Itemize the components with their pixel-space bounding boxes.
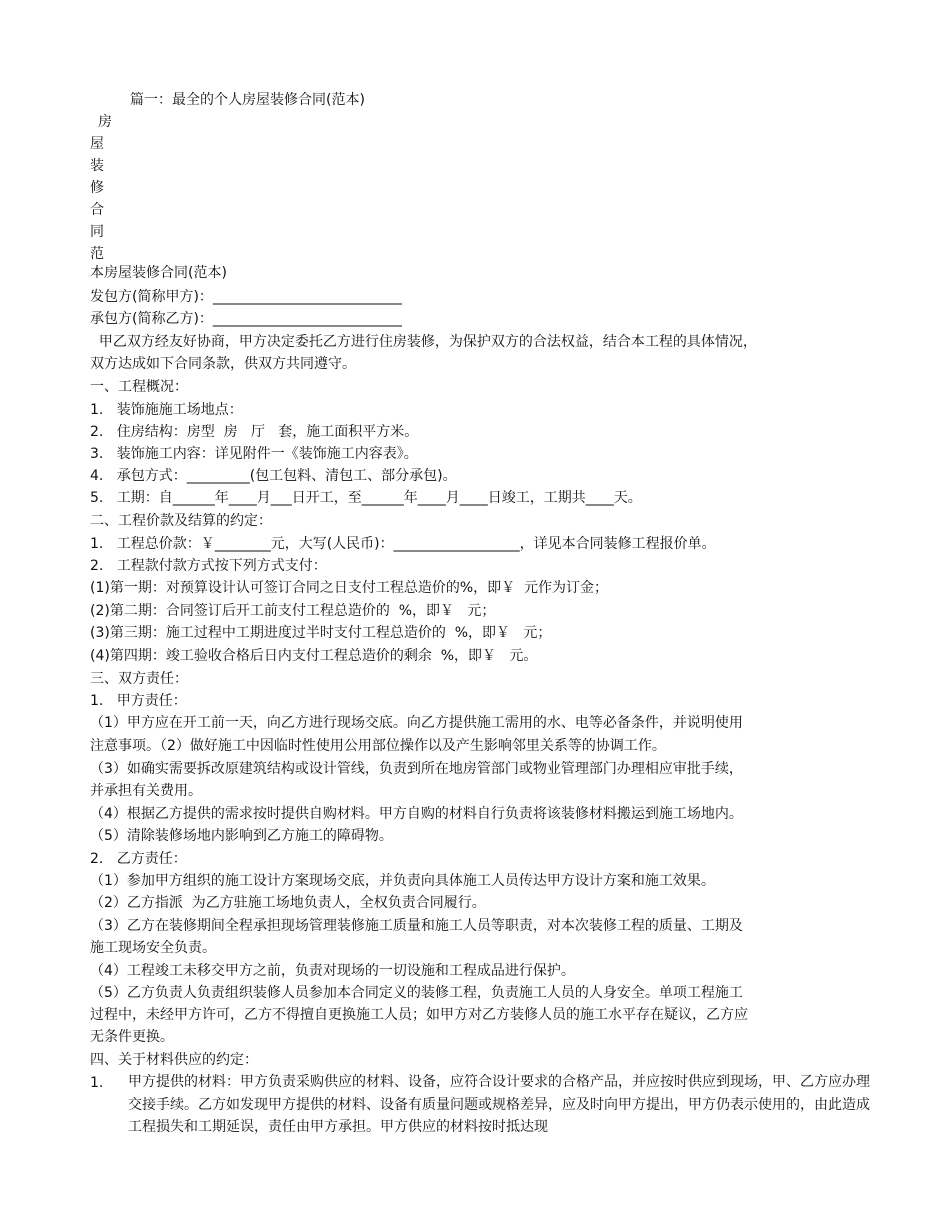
vertical-heading-char: 房 xyxy=(98,114,112,130)
vertical-heading-char: 同 xyxy=(90,224,104,240)
s1-item: 3. 装饰施工内容：详见附件一《装饰施工内容表》。 xyxy=(90,446,418,462)
s2-item: (2)第二期：合同签订后开工前支付工程总造价的 %，即￥ 元； xyxy=(90,603,496,619)
party-b-duties-title: 2. 乙方责任： xyxy=(90,851,187,867)
section-4-title: 四、关于材料供应的约定： xyxy=(90,1052,258,1068)
s2-item: (1)第一期：对预算设计认可签订合同之日支付工程总造价的%，即￥ 元作为订金； xyxy=(90,580,609,596)
s3-a-item: （3）如确实需要拆改原建筑结构或设计管线，负责到所在地房管部门或物业管理部门办理相应审批手续， xyxy=(90,761,743,777)
s1-item: 2. 住房结构：房型 房 厅 套，施工面积平方米。 xyxy=(90,424,419,440)
s2-item: 2. 工程款付款方式按下列方式支付： xyxy=(90,558,327,574)
s3-b-item: （4）工程竣工未移交甲方之前，负责对现场的一切设施和工程成品进行保护。 xyxy=(90,963,575,979)
s4-item-number: 1. xyxy=(90,1075,104,1091)
s3-b-item: （2）乙方指派 为乙方驻施工场地负责人，全权负责合同履行。 xyxy=(90,895,486,911)
s1-item: 5. 工期：自______年____月___日开工，至______年____月____日竣工，工期共____天。 xyxy=(90,490,642,506)
s4-item-text: 甲方提供的材料：甲方负责采购供应的材料、设备，应符合设计要求的合格产品，并应按时供应到现场，甲、乙方应办理交接手续。乙方如发现甲方提供的材料、设备有质量问题或规格差异，应及时向甲方提出，甲方仍表示使用的，由此造成工程损失和工期延误，责任由甲方承担。甲方供应的材料按时抵达现 xyxy=(128,1074,870,1135)
section-2-title: 二、工程价款及结算的约定： xyxy=(90,513,272,529)
intro-line-1: 甲乙双方经友好协商，甲方决定委托乙方进行住房装修，为保护双方的合法权益，结合本工程的具体情况， xyxy=(90,334,757,350)
s3-b-item: （5）乙方负责人负责组织装修人员参加本合同定义的装修工程，负责施工人员的人身安全。单项工程施工 xyxy=(90,985,743,1001)
s2-item: 1. 工程总价款：￥________元，大写(人民币)：__________________，详见本合同装修工程报价单。 xyxy=(90,536,716,552)
vertical-heading-char: 修 xyxy=(90,180,104,196)
section-1-title: 一、工程概况： xyxy=(90,379,188,395)
party-b-line: 承包方(简称乙方)：___________________________ xyxy=(90,311,402,327)
s3-a-item: 注意事项。（2）做好施工中因临时性使用公用部位操作以及产生影响邻里关系等的协调工作。 xyxy=(90,738,666,754)
intro-line-2: 双方达成如下合同条款，供双方共同遵守。 xyxy=(90,356,356,372)
section-3-title: 三、双方责任： xyxy=(90,671,188,687)
s3-b-item: 无条件更换。 xyxy=(90,1029,174,1045)
vertical-heading-char: 范 xyxy=(90,246,104,262)
s3-b-item: 过程中，未经甲方许可，乙方不得擅自更换施工人员；如甲方对乙方装修人员的施工水平存在疑议，乙方应 xyxy=(90,1007,748,1023)
s3-a-item: （4）根据乙方提供的需求按时提供自购材料。甲方自购的材料自行负责将该装修材料搬运到施工场地内。 xyxy=(90,806,743,822)
vertical-heading-char: 装 xyxy=(90,158,104,174)
s3-a-item: （1）甲方应在开工前一天，向乙方进行现场交底。向乙方提供施工需用的水、电等必备条件，并说明使用 xyxy=(90,715,743,731)
s3-b-item: 施工现场安全负责。 xyxy=(90,940,216,956)
s3-a-item: （5）清除装修场地内影响到乙方施工的障碍物。 xyxy=(90,828,393,844)
contract-subtitle: 本房屋装修合同(范本) xyxy=(90,265,227,281)
s1-item: 4. 承包方式：_________(包工包料、清包工、部分承包)。 xyxy=(90,468,457,484)
s3-b-item: （1）参加甲方组织的施工设计方案现场交底，并负责向具体施工人员传达甲方设计方案和施工效果。 xyxy=(90,873,715,889)
vertical-heading-char: 合 xyxy=(90,202,104,218)
vertical-heading-char: 屋 xyxy=(90,136,104,152)
s3-a-item: 并承担有关费用。 xyxy=(90,783,202,799)
s2-item: (4)第四期：竣工验收合格后日内支付工程总造价的剩余 %，即￥ 元。 xyxy=(90,648,538,664)
party-a-duties-title: 1. 甲方责任： xyxy=(90,693,187,709)
s1-item: 1. 装饰施施工场地点： xyxy=(90,402,243,418)
party-a-line: 发包方(简称甲方)：___________________________ xyxy=(90,289,402,305)
s3-b-item: （3）乙方在装修期间全程承担现场管理装修施工质量和施工人员等职责，对本次装修工程的质量、工期及 xyxy=(90,918,743,934)
s2-item: (3)第三期：施工过程中工期进度过半时支付工程总造价的 %，即￥ 元； xyxy=(90,625,552,641)
document-title: 篇一：最全的个人房屋装修合同(范本) xyxy=(130,92,365,108)
